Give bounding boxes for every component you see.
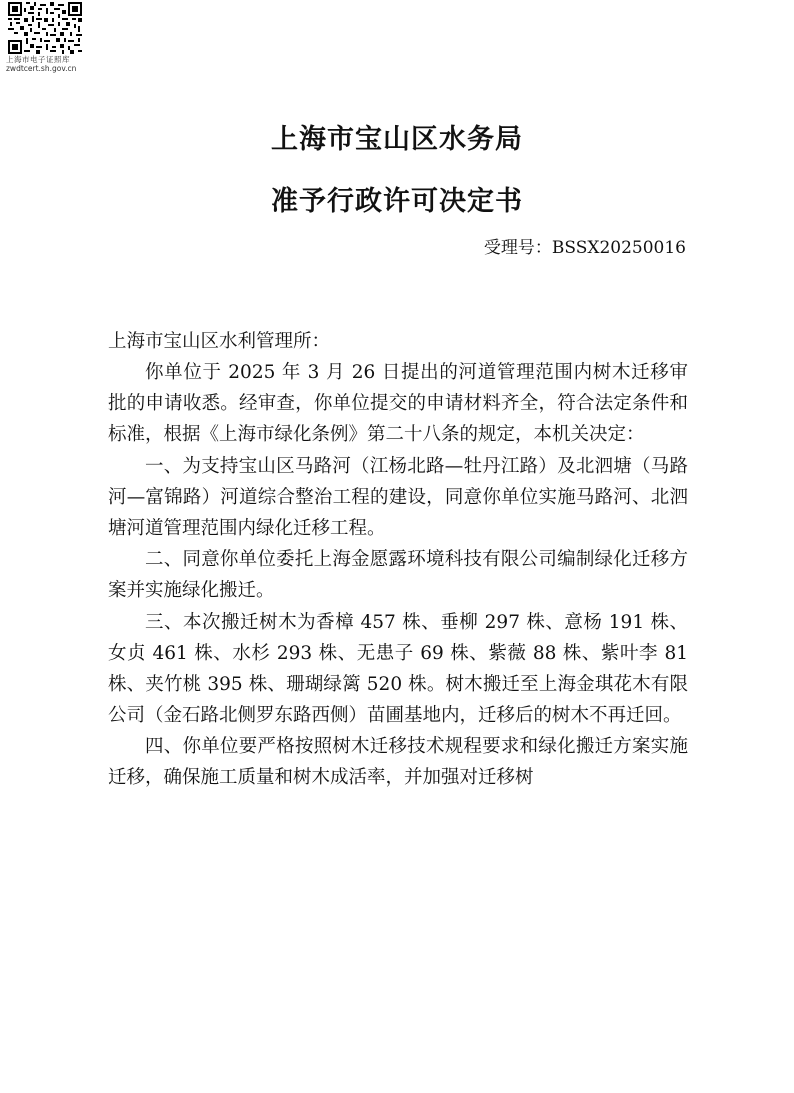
document-title-type: 准予行政许可决定书 bbox=[271, 186, 523, 217]
document-body bbox=[108, 326, 688, 794]
paragraph-item-4: 四、你单位要严格按照树木迁移技术规程要求和绿化搬迁方案实施迁移，确保施工质量和树木成活率，并加强对迁移树 bbox=[108, 736, 688, 788]
paragraph-item-2: 二、同意你单位委托上海金愿露环境科技有限公司编制绿化迁移方案并实施绿化搬迁。 bbox=[108, 549, 688, 601]
document-title-issuer: 上海市宝山区水务局 bbox=[271, 124, 523, 155]
qr-code-block bbox=[6, 2, 96, 73]
paragraph-item-1: 一、为支持宝山区马路河（江杨北路—牡丹江路）及北泗塘（马路河—富锦路）河道综合整治工程的建设，同意你单位实施马路河、北泗塘河道管理范围内绿化迁移工程。 bbox=[108, 455, 688, 539]
reference-number: 受理号：BSSX20250016 bbox=[483, 238, 686, 258]
qr-caption-url: zwdtcert.sh.gov.cn bbox=[6, 64, 77, 73]
addressee: 上海市宝山区水利管理所： bbox=[108, 331, 331, 352]
paragraph-item-3: 三、本次搬迁树木为香樟 457 株、垂柳 297 株、意杨 191 株、女贞 461 株、水杉 293 株、无患子 69 株、紫薇 88 株、紫叶李 81 株、夹竹桃 395 株、珊瑚绿篱 520 株。树木搬迁至上海金琪花木有限公司（金石路北侧罗东路西侧）苗圃基地内，迁移后的树木不再迁回。 bbox=[108, 611, 688, 726]
qr-caption-library: 上海市电子证照库 bbox=[6, 55, 70, 64]
qr-code-icon[interactable] bbox=[8, 2, 82, 54]
paragraph-intro: 你单位于 2025 年 3 月 26 日提出的河道管理范围内树木迁移审批的申请收悉。经审查，你单位提交的申请材料齐全，符合法定条件和标准，根据《上海市绿化条例》第二十八条的规定，本机关决定： bbox=[108, 362, 688, 445]
